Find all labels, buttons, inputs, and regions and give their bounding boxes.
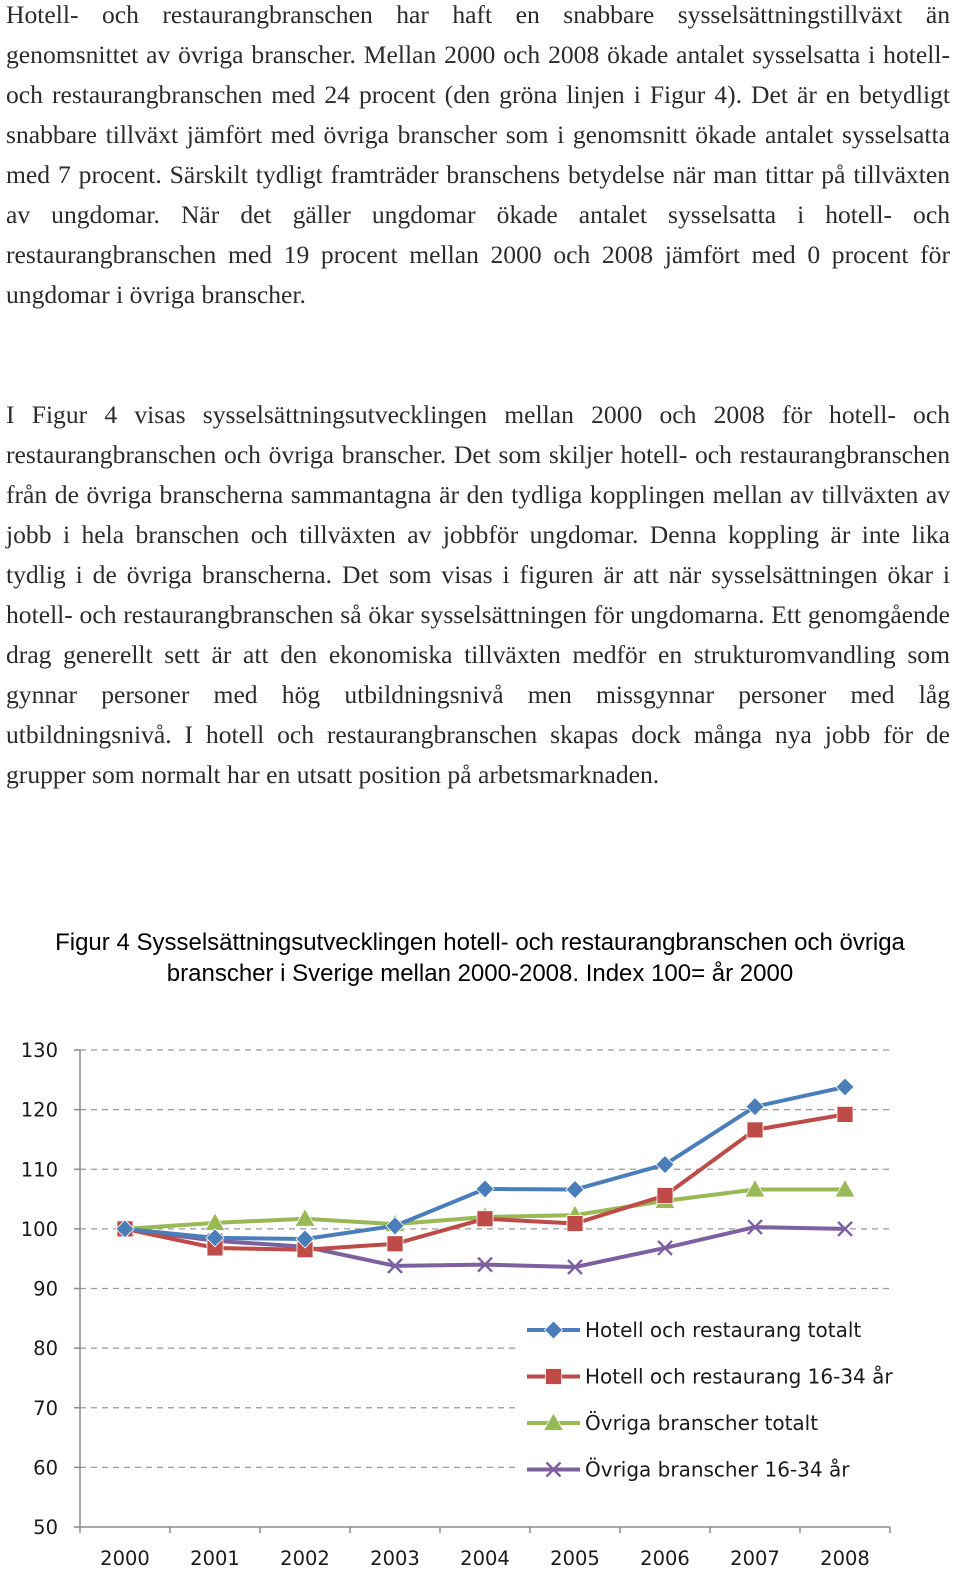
y-tick-label: 80 — [33, 1337, 58, 1361]
data-point-hotell-och-restaurang-16-34-ar — [477, 1211, 493, 1227]
data-point-hotell-och-restaurang-16-34-ar — [657, 1187, 673, 1203]
chart-legend — [518, 1305, 893, 1497]
x-tick-label: 2008 — [820, 1547, 870, 1570]
y-tick-label: 60 — [33, 1456, 58, 1480]
y-tick-label: 50 — [33, 1516, 58, 1539]
data-point-hotell-och-restaurang-16-34-ar — [747, 1122, 763, 1138]
x-tick-label: 2007 — [730, 1547, 780, 1570]
data-point-hotell-och-restaurang-totalt — [386, 1217, 404, 1235]
y-tick-label: 130 — [20, 1039, 58, 1062]
figure-caption: Figur 4 Sysselsättningsutvecklingen hotell- och restaurangbranschen och övriga branscher i Sverige mellan 2000-2008. Index 100= år 2000 — [55, 929, 905, 987]
x-tick-label: 2005 — [550, 1547, 600, 1570]
x-tick-label: 2000 — [100, 1547, 150, 1570]
data-point-hotell-och-restaurang-totalt — [836, 1078, 854, 1096]
x-tick-label: 2001 — [190, 1547, 240, 1570]
x-tick-label: 2003 — [370, 1547, 420, 1570]
y-tick-label: 90 — [33, 1277, 58, 1301]
data-point-hotell-och-restaurang-16-34-ar — [837, 1106, 853, 1122]
legend-label: Hotell och restaurang totalt — [585, 1318, 862, 1342]
legend-label: Övriga branscher totalt — [585, 1411, 819, 1435]
legend-marker — [546, 1369, 562, 1385]
data-point-hotell-och-restaurang-16-34-ar — [567, 1216, 583, 1232]
body-paragraph-2: I Figur 4 visas sysselsättningsutvecklingen mellan 2000 och 2008 för hotell- och restaurangbranschen och övriga branscher. Det som skiljer hotell- och restaurangbranschen från de övriga branscherna sammantagna är den tydliga kopplingen mellan av tillväxten av jobb i hela branschen och tillväxten av jobbför ungdomar. Denna koppling är inte lika tydlig i de övriga branscherna. Det som visas i figuren är att när sysselsättningen ökar i hotell- och restaurangbranschen så ökar sysselsättningen för ungdomarna. Ett genomgående drag generellt sett är att den ekonomiska tillväxten medför en strukturomvandling som gynnar personer med hög utbildningsnivå men missgynnar personer med låg utbildningsnivå. I hotell och restaurangbranschen skapas dock många nya jobb för de grupper som normalt har en utsatt position på arbetsmarknaden. — [6, 400, 950, 789]
body-paragraph-1: Hotell- och restaurangbranschen har haft en snabbare sysselsättningstillväxt än genomsnittet av övriga branscher. Mellan 2000 och 2008 ökade antalet sysselsatta i hotell- och restaurangbranschen med 24 procent (den gröna linjen i Figur 4). Det är en betydligt snabbare tillväxt jämfört med övriga branscher som i genomsnitt ökade antalet sysselsatta med 7 procent. Särskilt tydligt framträder branschens betydelse när man tittar på tillväxten av ungdomar. När det gäller ungdomar ökade antalet sysselsatta i hotell- och restaurangbranschen med 19 procent mellan 2000 och 2008 jämfört med 0 procent för ungdomar i övriga branscher. — [6, 0, 950, 309]
y-tick-label: 110 — [20, 1158, 58, 1182]
y-tick-label: 100 — [20, 1217, 58, 1241]
line-chart — [0, 1020, 960, 1579]
chart-series — [115, 1078, 855, 1274]
data-point-hotell-och-restaurang-16-34-ar — [387, 1236, 403, 1252]
x-tick-label: 2004 — [460, 1547, 510, 1570]
legend-label: Övriga branscher 16-34 år — [585, 1457, 850, 1482]
x-tick-label: 2006 — [640, 1547, 690, 1570]
data-point-hotell-och-restaurang-totalt — [476, 1180, 494, 1198]
data-point-hotell-och-restaurang-totalt — [566, 1181, 584, 1199]
y-tick-label: 120 — [20, 1098, 58, 1122]
y-tick-label: 70 — [33, 1396, 58, 1420]
x-tick-label: 2002 — [280, 1547, 330, 1570]
legend-label: Hotell och restaurang 16-34 år — [585, 1364, 893, 1389]
